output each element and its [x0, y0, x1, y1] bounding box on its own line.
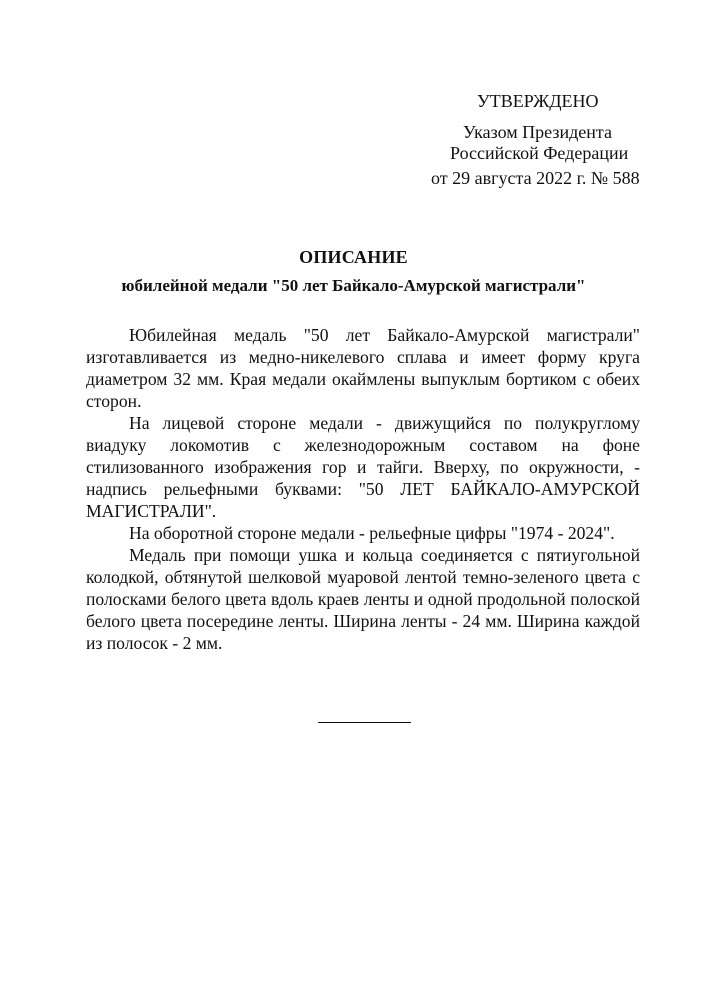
decree-date-number: от 29 августа 2022 г. № 588	[431, 168, 640, 188]
closing-rule	[318, 722, 411, 723]
paragraph-obverse: На лицевой стороне медали - движущийся по полукруглому виадуку локомотив с железнодорожным составом на фоне стилизованного изображения гор и тайги. Вверху, по окружности, - надпись рельефными буквами: "50 ЛЕТ БАЙКАЛО-АМУРСКОЙ МАГИСТРАЛИ".	[86, 413, 640, 521]
paragraph-material: Юбилейная медаль "50 лет Байкало-Амурской магистрали" изготавливается из медно-никелевого сплава и имеет форму круга диаметром 32 мм. Края медали окаймлены выпуклым бортиком с обеих сторон.	[86, 325, 640, 411]
approved-label: УТВЕРЖДЕНО	[477, 91, 599, 111]
document-subtitle: юбилейной медали "50 лет Байкало-Амурской магистрали"	[121, 276, 586, 295]
decree-line-1: Указом Президента	[463, 122, 612, 142]
document-title: ОПИСАНИЕ	[299, 247, 408, 267]
document-body	[86, 324, 640, 654]
paragraph-reverse: На оборотной стороне медали - рельефные цифры "1974 - 2024".	[129, 523, 615, 543]
decree-line-2: Российской Федерации	[450, 143, 629, 163]
paragraph-ribbon: Медаль при помощи ушка и кольца соединяется с пятиугольной колодкой, обтянутой шелковой муаровой лентой темно-зеленого цвета с полосками белого цвета вдоль краев ленты и одной продольной полоской белого цвета посередине ленты. Ширина ленты - 24 мм. Ширина каждой из полосок - 2 мм.	[86, 545, 640, 653]
